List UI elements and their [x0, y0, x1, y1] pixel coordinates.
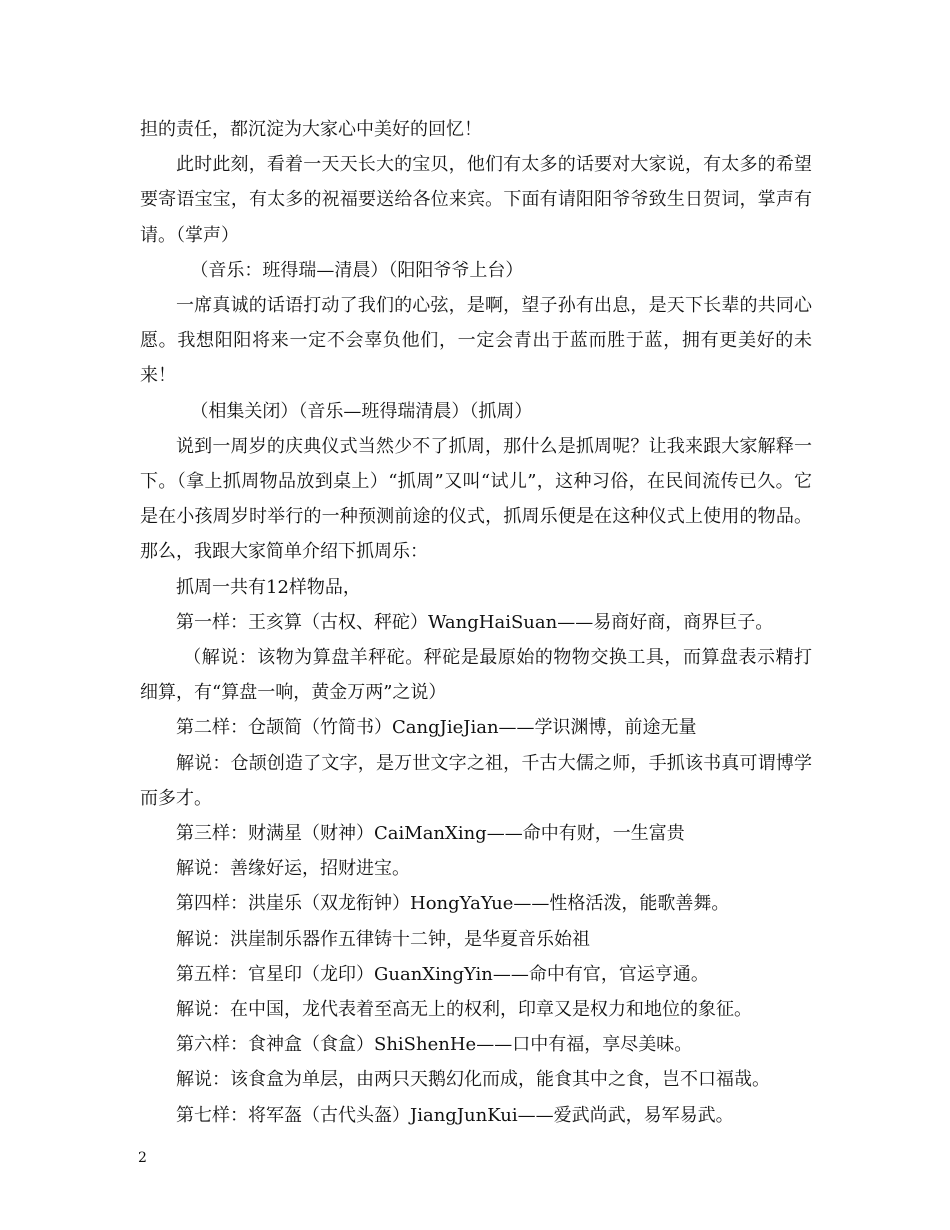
stage-direction: （相集关闭）（音乐—班得瑞清晨）（抓周） [190, 400, 533, 422]
list-item: 第一样：王亥算（古权、秤砣）WangHaiSuan——易商好商，商界巨子。 [176, 611, 774, 633]
paragraph: 此时此刻，看着一天天长大的宝贝，他们有太多的话要对大家说，有太多的希望要寄语宝宝，有太多的祝福要送给各位来宾。下面有请阳阳爷爷致生日贺词，掌声有请。（掌声） [140, 154, 812, 246]
explanation: 解说：在中国，龙代表着至高无上的权利，印章又是权力和地位的象征。 [176, 999, 752, 1021]
page-number: 2 [138, 1150, 147, 1166]
paragraph: 担的责任，都沉淀为大家心中美好的回忆！ [140, 119, 482, 140]
paragraph: 抓周一共有12样物品， [176, 576, 361, 598]
list-item: 第七样：将军盔（古代头盔）JiangJunKui——爱武尚武，易军易武。 [176, 1104, 734, 1126]
list-item: 第二样：仓颉简（竹简书）CangJieJian——学识渊博，前途无量 [176, 717, 697, 739]
stage-direction: （音乐：班得瑞—清晨）（阳阳爷爷上台） [190, 259, 524, 281]
list-item: 第四样：洪崖乐（双龙衔钟）HongYaYue——性格活泼，能歌善舞。 [176, 893, 730, 915]
list-item: 第五样：官星印（龙印）GuanXingYin——命中有官，官运亨通。 [176, 963, 709, 985]
explanation: 解说：仓颉创造了文字，是万世文字之祖，千古大儒之师，手抓该书真可谓博学而多才。 [140, 752, 812, 809]
explanation: 解说：洪崖制乐器作五律铸十二钟，是华夏音乐始祖 [176, 928, 590, 950]
list-item: 第六样：食神盒（食盒）ShiShenHe——口中有福，享尽美味。 [176, 1034, 693, 1056]
explanation: （解说：该物为算盘羊秤砣。秤砣是最原始的物物交换工具，而算盘表示精打细算，有“算盘一响，黄金万两”之说） [140, 647, 812, 704]
paragraph: 说到一周岁的庆典仪式当然少不了抓周，那什么是抓周呢？让我来跟大家解释一下。（拿上抓周物品放到桌上）“抓周”又叫“试儿”，这种习俗，在民间流传已久。它是在小孩周岁时举行的一种预测前途的仪式，抓周乐便是在这种仪式上使用的物品。那么，我跟大家简单介绍下抓周乐： [140, 435, 812, 563]
document-body [140, 112, 812, 1133]
list-item: 第三样：财满星（财神）CaiManXing——命中有财，一生富贵 [176, 823, 685, 845]
explanation: 解说：该食盒为单层，由两只天鹅幻化而成，能食其中之食，岂不口福哉。 [176, 1069, 770, 1091]
paragraph: 一席真诚的话语打动了我们的心弦，是啊，望子孙有出息，是天下长辈的共同心愿。我想阳阳将来一定不会辜负他们，一定会青出于蓝而胜于蓝，拥有更美好的未来！ [140, 295, 812, 387]
explanation: 解说：善缘好运，招财进宝。 [176, 858, 410, 880]
